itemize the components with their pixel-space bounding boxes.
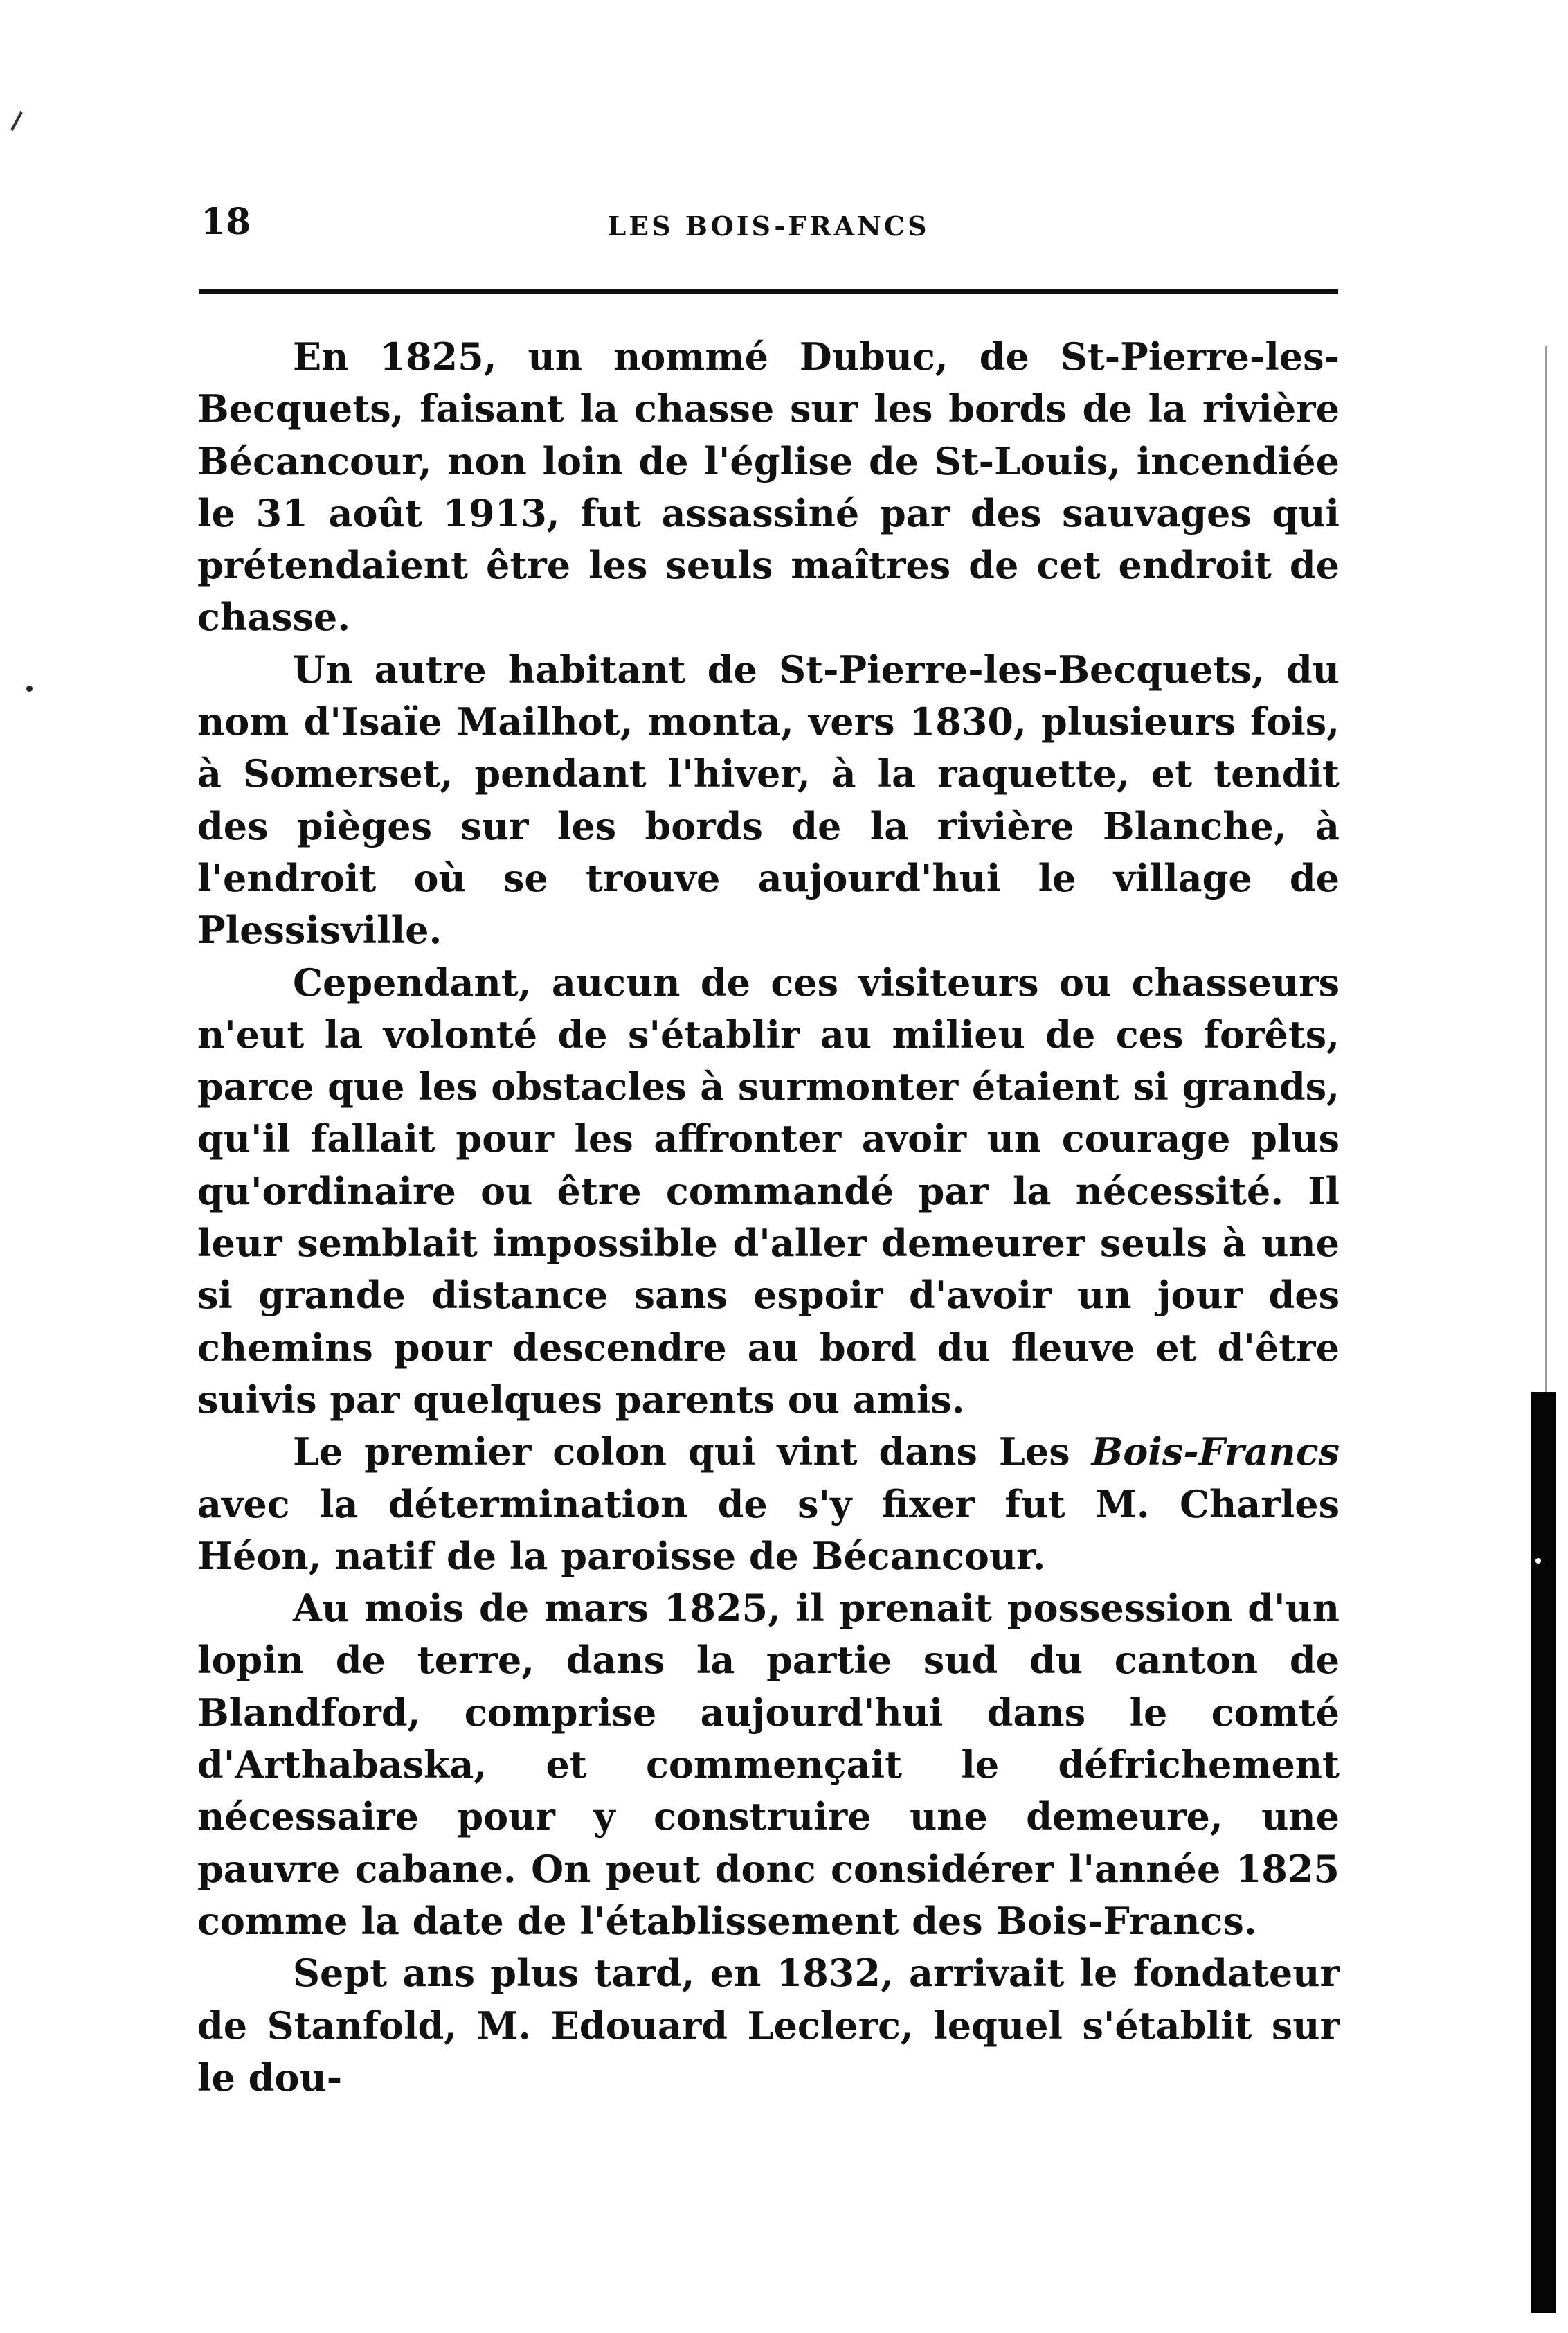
paragraph-3: Cependant, aucun de ces visiteurs ou chasseurs n'eut la volonté de s'établir au milieu de ces forêts, parce que les obstacles à surmonter étaient si grands, qu'il fallait pour les affronter avoir un courage plus qu'ordinaire ou être commandé par la nécessité. Il leur semblait impossible d'aller demeurer seuls à une si grande distance sans espoir d'avoir un jour des chemins pour descendre au bord du fleuve et d'être suivis par quelques parents ou amis. (197, 960, 1340, 1422)
scan-dot (26, 686, 33, 692)
body-text (197, 331, 1340, 2104)
running-title: LES BOIS-FRANCS (607, 211, 930, 242)
paragraph-2: Un autre habitant de St-Pierre-les-Becquets, du nom d'Isaïe Mailhot, monta, vers 1830, plusieurs fois, à Somerset, pendant l'hiver, à la raquette, et tendit des pièges sur les bords de la rivière Blanche, à l'endroit où se trouve aujourd'hui le village de Plessisville. (197, 647, 1340, 953)
page-number: 18 (201, 201, 251, 243)
paragraph-5: Au mois de mars 1825, il prenait possession d'un lopin de terre, dans la partie sud du canton de Blandford, comprise aujourd'hui dans le comté d'Arthabaska, et commençait le défrichement nécessaire pour y construire une demeure, une pauvre cabane. On peut donc considérer l'année 1825 comme la date de l'établissement des Bois-Francs. (197, 1586, 1340, 1943)
paragraph-4-end: avec la détermination de s'y fixer fut M. Charles Héon, natif de la paroisse de Bécancour. (197, 1481, 1340, 1578)
paragraph-6: Sept ans plus tard, en 1832, arrivait le fondateur de Stanfold, M. Edouard Leclerc, lequel s'établit sur le dou- (197, 1951, 1340, 2100)
scan-edge-line (1545, 346, 1547, 1392)
paragraph-1: En 1825, un nommé Dubuc, de St-Pierre-les-Becquets, faisant la chasse sur les bords de la rivière Bécancour, non loin de l'église de St-Louis, incendiée le 31 août 1913, fut assassiné par des sauvages qui prétendaient être les seuls maîtres de cet endroit de chasse. (197, 334, 1340, 640)
paragraph-4-start: Le premier colon qui vint dans Les (293, 1429, 1092, 1474)
scan-edge-shadow (1531, 1392, 1556, 2313)
scan-mark (10, 111, 23, 131)
header-rule (199, 289, 1338, 294)
scan-edge-dot (1535, 1558, 1541, 1564)
page-header (201, 201, 1336, 256)
paragraph-4 (197, 1426, 1340, 1582)
italic-title: Bois-Francs (1091, 1429, 1340, 1474)
